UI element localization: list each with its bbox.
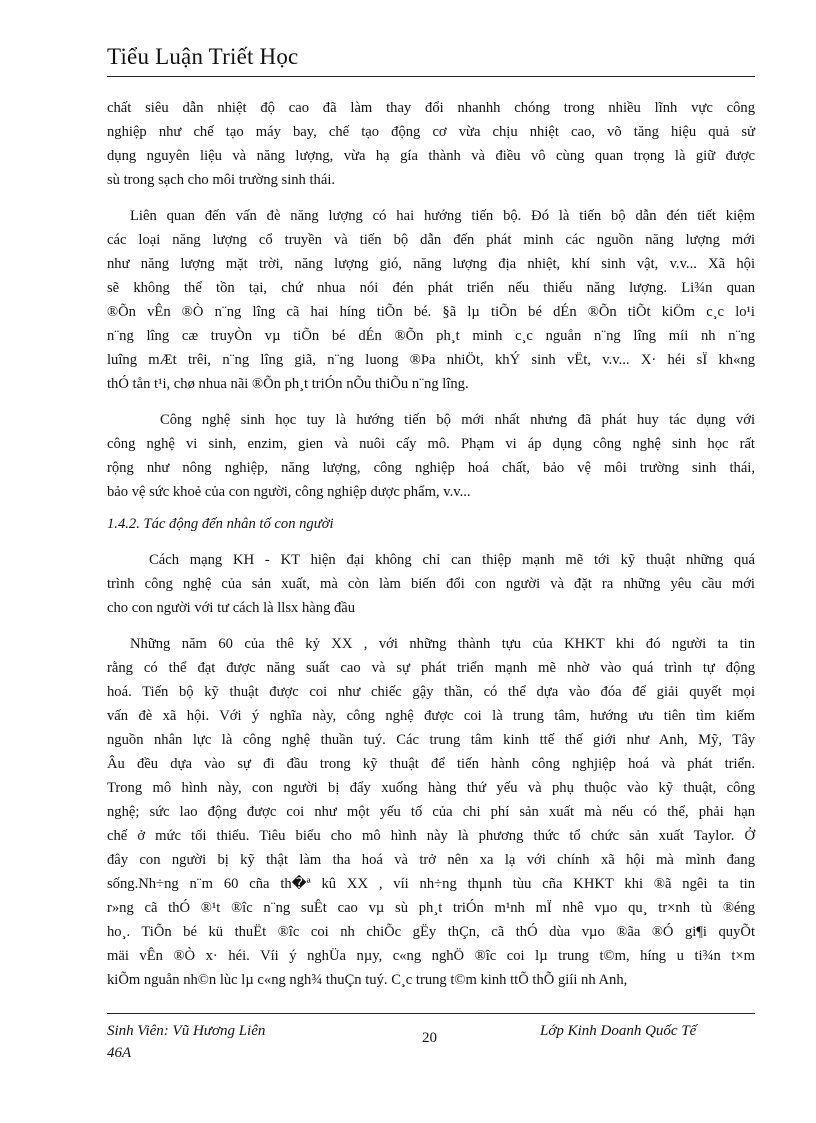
text-line: luîng mÆt trêi, n¨ng lîng giã, n¨ng luong ®Þa nhiÖt, khÝ sinh vËt, v.v... X· héi sÏ kh«ng bbox=[107, 352, 755, 368]
paragraph-superconductor bbox=[107, 96, 755, 192]
footer-student bbox=[107, 1020, 265, 1064]
text-line: các loại năng lượng cổ truyền và tiến bộ dẫn đến phát minh các nguồn năng lượng mới bbox=[107, 232, 755, 248]
text-line: nghiệp như chế tạo máy bay, chế tạo động cơ vừa chịu nhiệt cao, võ tăng hiệu quả sử bbox=[107, 124, 755, 140]
paragraph-energy bbox=[107, 204, 755, 396]
header-divider bbox=[107, 76, 755, 77]
paragraph-sixties bbox=[107, 632, 755, 992]
text-line: như năng lượng mặt trời, năng lượng gió, năng lượng địa nhiệt, khí sinh vật, v.v... Xã hội bbox=[107, 256, 755, 272]
text-line: rằng có thể đạt được năng suất cao và sự phát triển mạnh mẽ nhờ vào quá trình tự động bbox=[107, 660, 755, 676]
text-line: nghệ; sức lao động được coi như một yếu tố của chi phí sản xuất mà nếu có thể, phải hạn bbox=[107, 804, 755, 820]
text-line: chất siêu dẫn nhiệt độ cao đã làm thay đổi nhanhh chóng trong nhiều lĩnh vực công bbox=[107, 100, 755, 116]
text-line: kiÕm nguån nh©n lùc lµ c«ng ngh¾ thuÇn tuý. C¸c trung t©m kinh ttÕ thÕ giíi nh Anh, bbox=[107, 972, 628, 988]
paragraph-biotech bbox=[107, 408, 755, 504]
text-line: chế ở mức tối thiểu. Tiêu biểu cho mô hình này là phương thức tổ chức sản xuất Taylor. Ở bbox=[107, 828, 755, 844]
footer-class-name: Lớp Kinh Doanh Quốc Tế bbox=[540, 1023, 697, 1039]
text-line: Những năm 60 của thê kỷ XX , với những thành tựu của KHKT khi đó người ta tin bbox=[130, 636, 755, 652]
document-body bbox=[107, 96, 755, 992]
text-line: n¨ng lîng cæ truyÒn vµ tiÕn bé dÉn ®Õn ph¸t minh c¸c nguån n¨ng lîng míi nh n¨ng bbox=[107, 328, 755, 344]
text-line: Âu đều dựa vào sự đi đầu trong kỹ thuật để tiến hành công nghjiệp hoá và phát triển. bbox=[107, 756, 755, 772]
text-line: sẽ không thể tồn tại, chứ nhua nói đén phát triển nếu thiếu năng lượng. Li¾n quan bbox=[107, 280, 755, 296]
text-line: công nghệ vi sinh, enzim, gien và nuôi cấy mô. Phạm vi áp dụng công nghệ sinh học rất bbox=[107, 436, 755, 452]
paragraph-revolution bbox=[107, 548, 755, 620]
footer-student-class: 46A bbox=[107, 1045, 132, 1061]
text-line: Liên quan đến vấn đè năng lượng có hai hướng tiến bộ. Đó là tiến bộ dẫn đén tiết kiệm bbox=[130, 208, 755, 224]
footer-student-name: Sinh Viên: Vũ Hương Liên bbox=[107, 1023, 266, 1039]
text-line: cho con người với tư cách là llsx hàng đầu bbox=[107, 600, 356, 616]
text-line: rộng như nông nghiệp, năng lượng, công nghiệp hoá chất, bảo vệ môi trường sinh thái, bbox=[107, 460, 755, 476]
text-line: trình công nghệ của sản xuất, mà còn làm biến đổi con người và đặt ra những yêu cầu mới bbox=[107, 576, 755, 592]
text-line: r»ng cã thÓ ®¹t ®îc n¨ng suÊt cao vµ sù ph¸t triÓn m¹nh mÏ nhê vµo qu¸ tr×nh tù ®éng bbox=[107, 900, 755, 916]
text-line: hoá. Tiến bộ kỹ thuật được coi như chiếc gậy thần, có thể dựa vào đóa để giải quyết mọi bbox=[107, 684, 755, 700]
footer-divider bbox=[107, 1013, 755, 1014]
text-line: bảo vệ sức khoẻ của con người, công nghiệp dược phẩm, v.v... bbox=[107, 484, 471, 500]
text-line: Công nghệ sinh học tuy là hướng tiến bộ mới nhất nhưng đã phát huy tác dụng với bbox=[160, 412, 755, 428]
text-line: nguồn nhân lực là công nghệ thuần tuý. Các trung tâm kinh ttế thế giới như Anh, Mỹ, Tây bbox=[107, 732, 755, 748]
text-line: thÓ tån t¹i, chø nhua nãi ®Õn ph¸t triÓn nÕu thiÕu n¨ng lîng. bbox=[107, 376, 469, 392]
text-line: vấn đè xã hội. Với ý nghĩa này, công nghệ được coi là trung tâm, hướng ưu tiên tìm kiếm bbox=[107, 708, 755, 724]
text-line: đây con người bị kỹ thật làm tha hoá và trở nên xa lạ với chính xã hội mà mình đang bbox=[107, 852, 755, 868]
section-heading: 1.4.2. Tác động đến nhân tố con người bbox=[107, 516, 334, 532]
text-line: sống.Nh÷ng n¨m 60 cña th�ª kû XX , víi nh÷ng thµnh tùu cña KHKT khi ®ã ngêi ta tin bbox=[107, 876, 755, 892]
text-line: Cách mạng KH - KT hiện đại không chỉ can thiệp mạnh mẽ tới kỹ thuật những quá bbox=[149, 552, 755, 568]
text-line: Trong mô hình này, con người bị đẩy xuống hàng thứ yếu và phụ thuộc vào kỹ thuật, công bbox=[107, 780, 755, 796]
text-line: dụng nguyên liệu và năng lượng, vừa hạ gía thành và điều vô cùng quan trọng là giữ được bbox=[107, 148, 755, 164]
text-line: mäi vÊn ®Ò x· héi. Víi ý nghÜa nµy, c«ng nghÖ ®îc coi lµ trung t©m, híng u ti¾n t×m bbox=[107, 948, 755, 964]
page-title: Tiểu Luận Triết Học bbox=[107, 44, 299, 69]
text-line: ho¸. TiÕn bé kü thuËt ®îc coi nh chiÕc gËy thÇn, cã thÓ dùa vµo ®ãa ®Ó gi¶i quyÕt bbox=[107, 924, 755, 940]
text-line: ®Õn vÊn ®Ò n¨ng lîng cã hai híng tiÕn bé. §ã lµ tiÕn bé dÉn ®Õn tiÕt kiÖm c¸c lo¹i bbox=[107, 304, 755, 320]
text-line: sù trong sạch cho môi trường sinh thái. bbox=[107, 172, 336, 188]
page-number: 20 bbox=[422, 1030, 437, 1046]
